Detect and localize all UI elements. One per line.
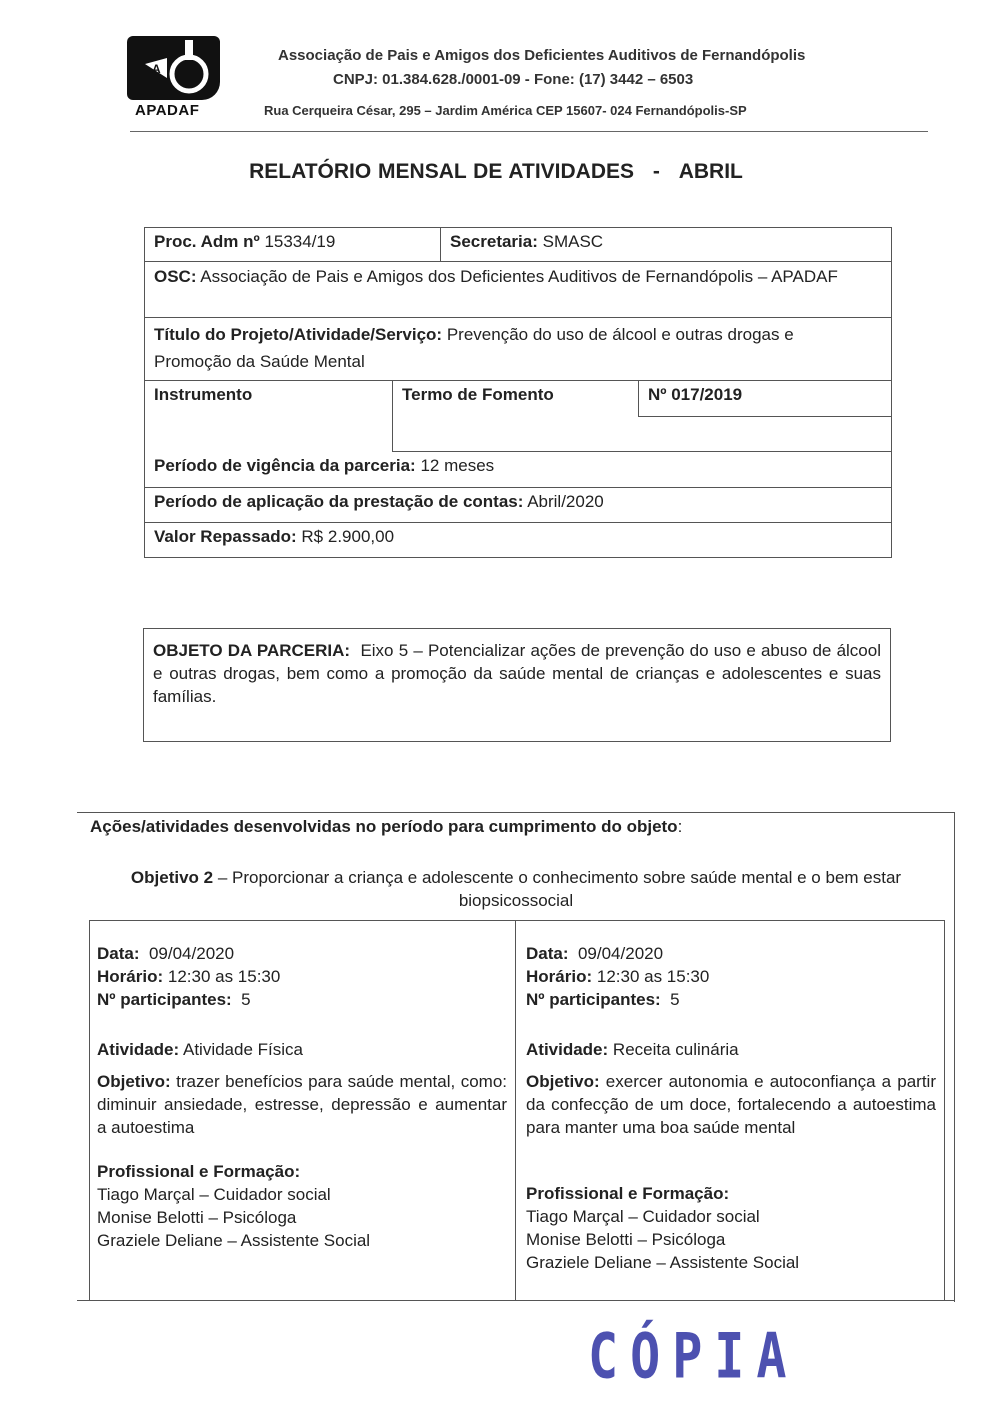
ear-icon xyxy=(127,36,220,100)
acoes-section xyxy=(77,812,955,1302)
valor-repassado xyxy=(144,523,890,551)
professional-item: Graziele Deliane – Assistente Social xyxy=(526,1253,800,1272)
objeto-text-block xyxy=(153,639,881,708)
apadaf-logo xyxy=(127,36,222,118)
vigencia xyxy=(144,452,890,480)
secretaria xyxy=(440,228,890,256)
objeto-box xyxy=(143,628,891,742)
objetivo-label: Objetivo: xyxy=(526,1072,600,1091)
termo-fomento xyxy=(392,381,638,409)
objetivo-value: exercer autonomia e autoconfiança a partir da confecção de um doce, fortalecendo a autoestima para manter uma boa saúde mental xyxy=(526,1072,936,1137)
objetivo-geral xyxy=(97,866,935,912)
vigencia-value: 12 meses xyxy=(420,456,495,475)
objetivo-geral-text: – Proporcionar a criança e adolescente o conhecimento sobre saúde mental e o bem estar biopsicossocial xyxy=(213,868,902,910)
participants-value: 5 xyxy=(241,990,251,1009)
osc-value: Associação de Pais e Amigos dos Deficientes Auditivos de Fernandópolis – APADAF xyxy=(200,267,838,286)
professional-item: Tiago Marçal – Cuidador social xyxy=(97,1185,331,1204)
instrumento xyxy=(144,381,392,409)
time-value: 12:30 as 15:30 xyxy=(596,967,710,986)
activity-time xyxy=(97,965,280,988)
date-value: 09/04/2020 xyxy=(148,944,235,963)
aplicacao xyxy=(144,488,890,516)
objeto-text: Eixo 5 – Potencializar ações de prevenção do uso e abuso de álcool e outras drogas, bem como a promoção da saúde mental de crianças e adolescentes e suas famílias. xyxy=(153,641,881,706)
activity-date xyxy=(97,942,234,965)
activity-time xyxy=(526,965,709,988)
instrumento-label: Instrumento xyxy=(154,385,253,404)
acoes-heading-text: Ações/atividades desenvolvidas no período para cumprimento do objeto xyxy=(90,817,678,836)
activity-objective xyxy=(97,1070,507,1139)
participants-label: Nº participantes: xyxy=(526,990,661,1009)
org-name: Associação de Pais e Amigos dos Deficientes Auditivos de Fernandópolis xyxy=(278,47,806,64)
time-label: Horário: xyxy=(97,967,164,986)
vigencia-label: Período de vigência da parceria: xyxy=(154,456,416,475)
osc-label: OSC: xyxy=(154,267,197,286)
time-label: Horário: xyxy=(526,967,593,986)
activity-name xyxy=(97,1038,303,1061)
proc-label: Proc. Adm nº xyxy=(154,232,260,251)
profissional-label: Profissional e Formação: xyxy=(526,1184,730,1203)
header-divider xyxy=(130,131,928,132)
time-value: 12:30 as 15:30 xyxy=(167,967,281,986)
secretaria-label: Secretaria: xyxy=(450,232,538,251)
professionals-label xyxy=(97,1160,300,1183)
profissional-label: Profissional e Formação: xyxy=(97,1162,301,1181)
objeto-label: OBJETO DA PARCERIA: xyxy=(153,641,351,660)
termo-label: Termo de Fomento xyxy=(402,385,554,404)
atividade-label: Atividade: xyxy=(97,1040,180,1059)
aplicacao-label: Período de aplicação da prestação de contas: xyxy=(154,492,524,511)
copia-stamp: CÓPIA xyxy=(588,1320,799,1393)
activity-participants xyxy=(526,988,680,1011)
atividade-label: Atividade: xyxy=(526,1040,609,1059)
cnpj-phone: CNPJ: 01.384.628./0001-09 - Fone: (17) 3442 – 6503 xyxy=(333,71,694,88)
title-main: RELATÓRIO MENSAL DE ATIVIDADES xyxy=(249,160,635,183)
participants-label: Nº participantes: xyxy=(97,990,232,1009)
secretaria-value: SMASC xyxy=(542,232,604,251)
title-month: ABRIL xyxy=(678,160,743,183)
objetivo-geral-label: Objetivo 2 xyxy=(130,868,214,887)
logo-emblem xyxy=(127,36,220,100)
professional-item: Monise Belotti – Psicóloga xyxy=(97,1208,297,1227)
logo-text: APADAF xyxy=(135,102,200,119)
valor-label: Valor Repassado: xyxy=(154,527,297,546)
date-value: 09/04/2020 xyxy=(577,944,664,963)
titulo-projeto xyxy=(144,319,844,377)
valor-value: R$ 2.900,00 xyxy=(301,527,395,546)
title-sep: - xyxy=(652,160,660,183)
proc-value: 15334/19 xyxy=(264,232,336,251)
address: Rua Cerqueira César, 295 – Jardim América CEP 15607- 024 Fernandópolis-SP xyxy=(264,103,747,118)
professional-item: Monise Belotti – Psicóloga xyxy=(526,1230,726,1249)
activity-name xyxy=(526,1038,739,1061)
professional-item: Tiago Marçal – Cuidador social xyxy=(526,1207,760,1226)
activity-participants xyxy=(97,988,251,1011)
page-title xyxy=(0,160,992,184)
objetivo-value: trazer benefícios para saúde mental, como: diminuir ansiedade, estresse, depressão e aumentar a autoestima xyxy=(97,1072,507,1137)
activity-date xyxy=(526,942,663,965)
aplicacao-value: Abril/2020 xyxy=(527,492,604,511)
acoes-heading xyxy=(90,815,950,838)
professional-item: Graziele Deliane – Assistente Social xyxy=(97,1231,371,1250)
proc-adm xyxy=(144,228,440,256)
osc xyxy=(144,263,890,290)
info-table xyxy=(144,227,892,558)
acoes-heading-colon: : xyxy=(677,817,683,836)
participants-value: 5 xyxy=(670,990,680,1009)
numero-label: Nº 017/2019 xyxy=(648,385,743,404)
titulo-value: Prevenção do uso de álcool e outras drogas e Promoção da Saúde Mental xyxy=(154,325,794,371)
titulo-label: Título do Projeto/Atividade/Serviço: xyxy=(154,325,443,344)
date-label: Data: xyxy=(526,944,569,963)
atividade-value: Receita culinária xyxy=(612,1040,739,1059)
date-label: Data: xyxy=(97,944,140,963)
activity-objective xyxy=(526,1070,936,1139)
professionals-label xyxy=(526,1182,729,1205)
svg-text:A: A xyxy=(152,62,161,76)
objetivo-label: Objetivo: xyxy=(97,1072,171,1091)
numero-termo xyxy=(638,381,892,409)
atividade-value: Atividade Física xyxy=(182,1040,303,1059)
